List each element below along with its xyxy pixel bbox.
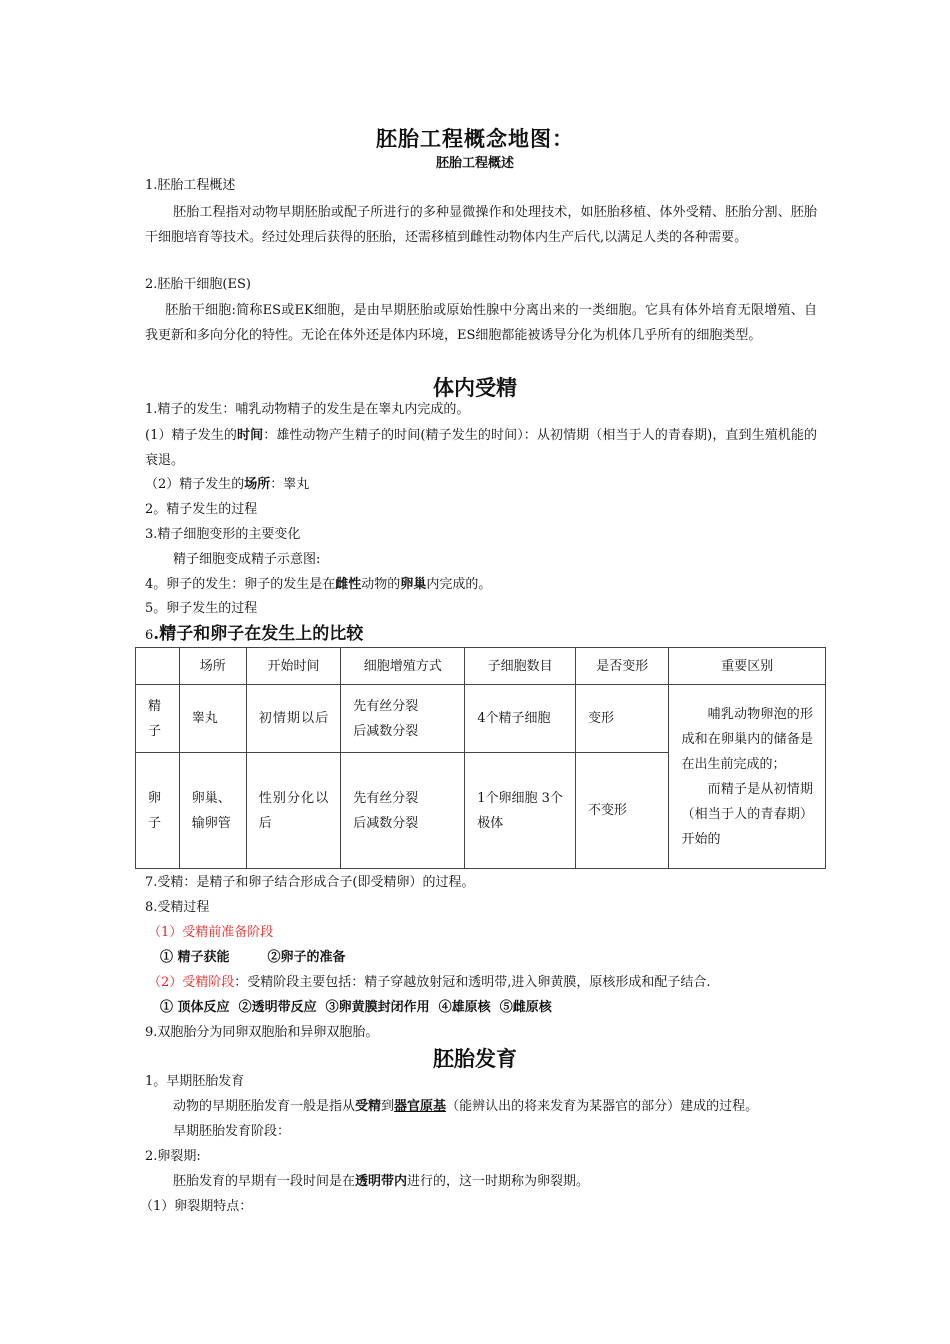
table-header-cell: 开始时间 bbox=[246, 648, 341, 685]
table-cell-row-label: 精子 bbox=[136, 685, 180, 753]
fert-stage-label: （2）受精阶段 bbox=[148, 975, 235, 990]
sperm-deform-line: 3.精子细胞变形的主要变化 bbox=[145, 527, 301, 542]
method-line: 先有丝分裂 bbox=[353, 790, 419, 806]
sperm-process-line: 2。精子发生的过程 bbox=[145, 502, 258, 517]
table-cell bbox=[341, 685, 465, 753]
section-heading-embryo: 胚胎发育 bbox=[433, 1046, 517, 1071]
egg-origin-mid: 动物的 bbox=[361, 577, 401, 592]
table-cell: 4个精子细胞 bbox=[465, 685, 576, 753]
table-cell: 不变形 bbox=[575, 753, 668, 869]
comparison-heading bbox=[145, 624, 363, 646]
table-header-cell bbox=[136, 648, 180, 685]
prep-item-egg: ②卵子的准备 bbox=[267, 950, 346, 965]
cleavage-suffix: 进行的，这一时期称为卵裂期。 bbox=[407, 1174, 590, 1189]
table-cell: 变形 bbox=[575, 685, 668, 753]
table-cell: 卵巢、输卵管 bbox=[179, 753, 246, 869]
table-cell: 睾丸 bbox=[179, 685, 246, 753]
fertilization-process-line: 8.受精过程 bbox=[145, 900, 210, 915]
sperm-time-paragraph bbox=[145, 423, 817, 473]
table-header-row bbox=[136, 648, 826, 685]
overview-paragraph bbox=[145, 200, 817, 250]
sperm-time-text: ：雄性动物产生精子的时间(精子发生的时间）：从初情期（相当于人的青春期)，直到生殖机能的衰退。 bbox=[145, 428, 817, 468]
early-embryo-suffix: （能辨认出的将来发育为某器官的部分）建成的过程。 bbox=[446, 1099, 759, 1114]
prep-item-capacitation: ① 精子获能 bbox=[160, 950, 230, 965]
fert-reaction-items: ① 顶体反应 ②透明带反应 ③卵黄膜封闭作用 ④雄原核 ⑤雌原核 bbox=[160, 1000, 552, 1015]
table-cell: 1个卵细胞 3个极体 bbox=[465, 753, 576, 869]
table-header-cell: 子细胞数目 bbox=[465, 648, 576, 685]
table-row bbox=[136, 685, 826, 753]
table-header-cell: 场所 bbox=[179, 648, 246, 685]
cleavage-features: （1）卵裂期特点： bbox=[140, 1199, 253, 1214]
method-line: 后减数分裂 bbox=[353, 723, 419, 739]
table-cell bbox=[341, 753, 465, 869]
sperm-time-keyword: 时间 bbox=[237, 428, 264, 443]
fert-stage-line bbox=[148, 975, 711, 991]
comparison-table bbox=[135, 647, 826, 869]
cleavage-prefix: 胚胎发育的早期有一段时间是在 bbox=[173, 1174, 356, 1189]
sperm-time-prefix: (1）精子发生的 bbox=[145, 428, 238, 443]
keyword-zona: 透明带内 bbox=[355, 1174, 408, 1189]
method-line: 先有丝分裂 bbox=[353, 698, 419, 714]
method-line: 后减数分裂 bbox=[353, 815, 419, 831]
comparison-title: .精子和卵子在发生上的比较 bbox=[153, 624, 364, 644]
prep-stage-items bbox=[160, 950, 346, 966]
egg-origin-suffix: 内完成的。 bbox=[426, 577, 492, 592]
page-subtitle: 胚胎工程概述 bbox=[435, 156, 514, 171]
prep-stage-line: （1）受精前准备阶段 bbox=[148, 925, 274, 940]
difference-para bbox=[681, 702, 813, 777]
table-cell: 初情期以后 bbox=[246, 685, 341, 753]
early-embryo-line: 1。早期胚胎发育 bbox=[145, 1074, 245, 1089]
cleavage-heading: 2.卵裂期: bbox=[145, 1149, 201, 1164]
table-cell: 性别分化以后 bbox=[246, 753, 341, 869]
keyword-organ-primordium: 器官原基 bbox=[394, 1099, 447, 1114]
egg-process-line: 5。卵子发生的过程 bbox=[145, 601, 258, 616]
overview-heading: 1.胚胎工程概述 bbox=[145, 178, 236, 193]
early-embryo-prefix: 动物的早期胚胎发育一般是指从 bbox=[173, 1099, 356, 1114]
fert-stage-text: ：受精阶段主要包括：精子穿越放射冠和透明带,进入卵黄膜，原核形成和配子结合. bbox=[234, 975, 711, 990]
page-title: 胚胎工程概念地图： bbox=[376, 126, 574, 151]
fertilization-def-line: 7.受精：是精子和卵子结合形成合子(即受精卵）的过程。 bbox=[145, 875, 475, 890]
sperm-origin-line: 1.精子的发生：哺乳动物精子的发生是在睾丸内完成的。 bbox=[145, 402, 470, 417]
overview-text: 胚胎工程指对动物早期胚胎或配子所进行的多种显微操作和处理技术，如胚胎移植、体外受精、胚胎分割、胚胎干细胞培育等技术。经过处理后获得的胚胎，还需移植到雌性动物体内生产后代,以满足人类的各种需要。 bbox=[145, 205, 817, 245]
sperm-diagram-caption: 精子细胞变成精子示意图: bbox=[173, 552, 321, 567]
egg-origin-line bbox=[145, 577, 491, 593]
difference-text-1: 哺乳动物卵泡的形成和在卵巢内的储备是在出生前完成的； bbox=[681, 706, 813, 772]
early-embryo-stages: 早期胚胎发育阶段： bbox=[173, 1124, 291, 1139]
sperm-place-prefix: （2）精子发生的 bbox=[145, 477, 245, 492]
difference-para bbox=[681, 777, 813, 852]
egg-origin-keyword-female: 雌性 bbox=[335, 577, 362, 592]
twins-line: 9.双胞胎分为同卵双胞胎和异卵双胞胎。 bbox=[145, 1025, 379, 1040]
table-cell-row-label: 卵子 bbox=[136, 753, 180, 869]
early-embryo-mid: 到 bbox=[381, 1099, 395, 1114]
es-heading: 2.胚胎干细胞(ES) bbox=[145, 277, 251, 292]
sperm-place-line bbox=[145, 477, 309, 493]
table-cell-difference bbox=[669, 685, 826, 869]
table-header-cell: 重要区别 bbox=[669, 648, 826, 685]
sperm-place-keyword: 场所 bbox=[244, 477, 271, 492]
table-header-cell: 是否变形 bbox=[575, 648, 668, 685]
cleavage-def bbox=[173, 1174, 589, 1190]
comparison-number: 6 bbox=[145, 628, 154, 643]
sperm-place-text: ：睾丸 bbox=[270, 477, 310, 492]
egg-origin-keyword-ovary: 卵巢 bbox=[400, 577, 427, 592]
keyword-fertilization: 受精 bbox=[355, 1099, 382, 1114]
es-paragraph bbox=[145, 298, 817, 348]
section-heading-fertilization: 体内受精 bbox=[433, 375, 517, 400]
table-header-cell: 细胞增殖方式 bbox=[341, 648, 465, 685]
early-embryo-def bbox=[173, 1099, 758, 1115]
egg-origin-prefix: 4。卵子的发生：卵子的发生是在 bbox=[145, 577, 336, 592]
difference-text-2: 而精子是从初情期（相当于人的青春期）开始的 bbox=[681, 781, 813, 847]
es-text: 胚胎干细胞:简称ES或EK细胞，是由早期胚胎或原始性腺中分离出来的一类细胞。它具有体外培育无限增殖、自我更新和多向分化的特性。无论在体外还是体内环境，ES细胞都能被诱导分化为机体几乎所有的细胞类型。 bbox=[145, 303, 817, 343]
